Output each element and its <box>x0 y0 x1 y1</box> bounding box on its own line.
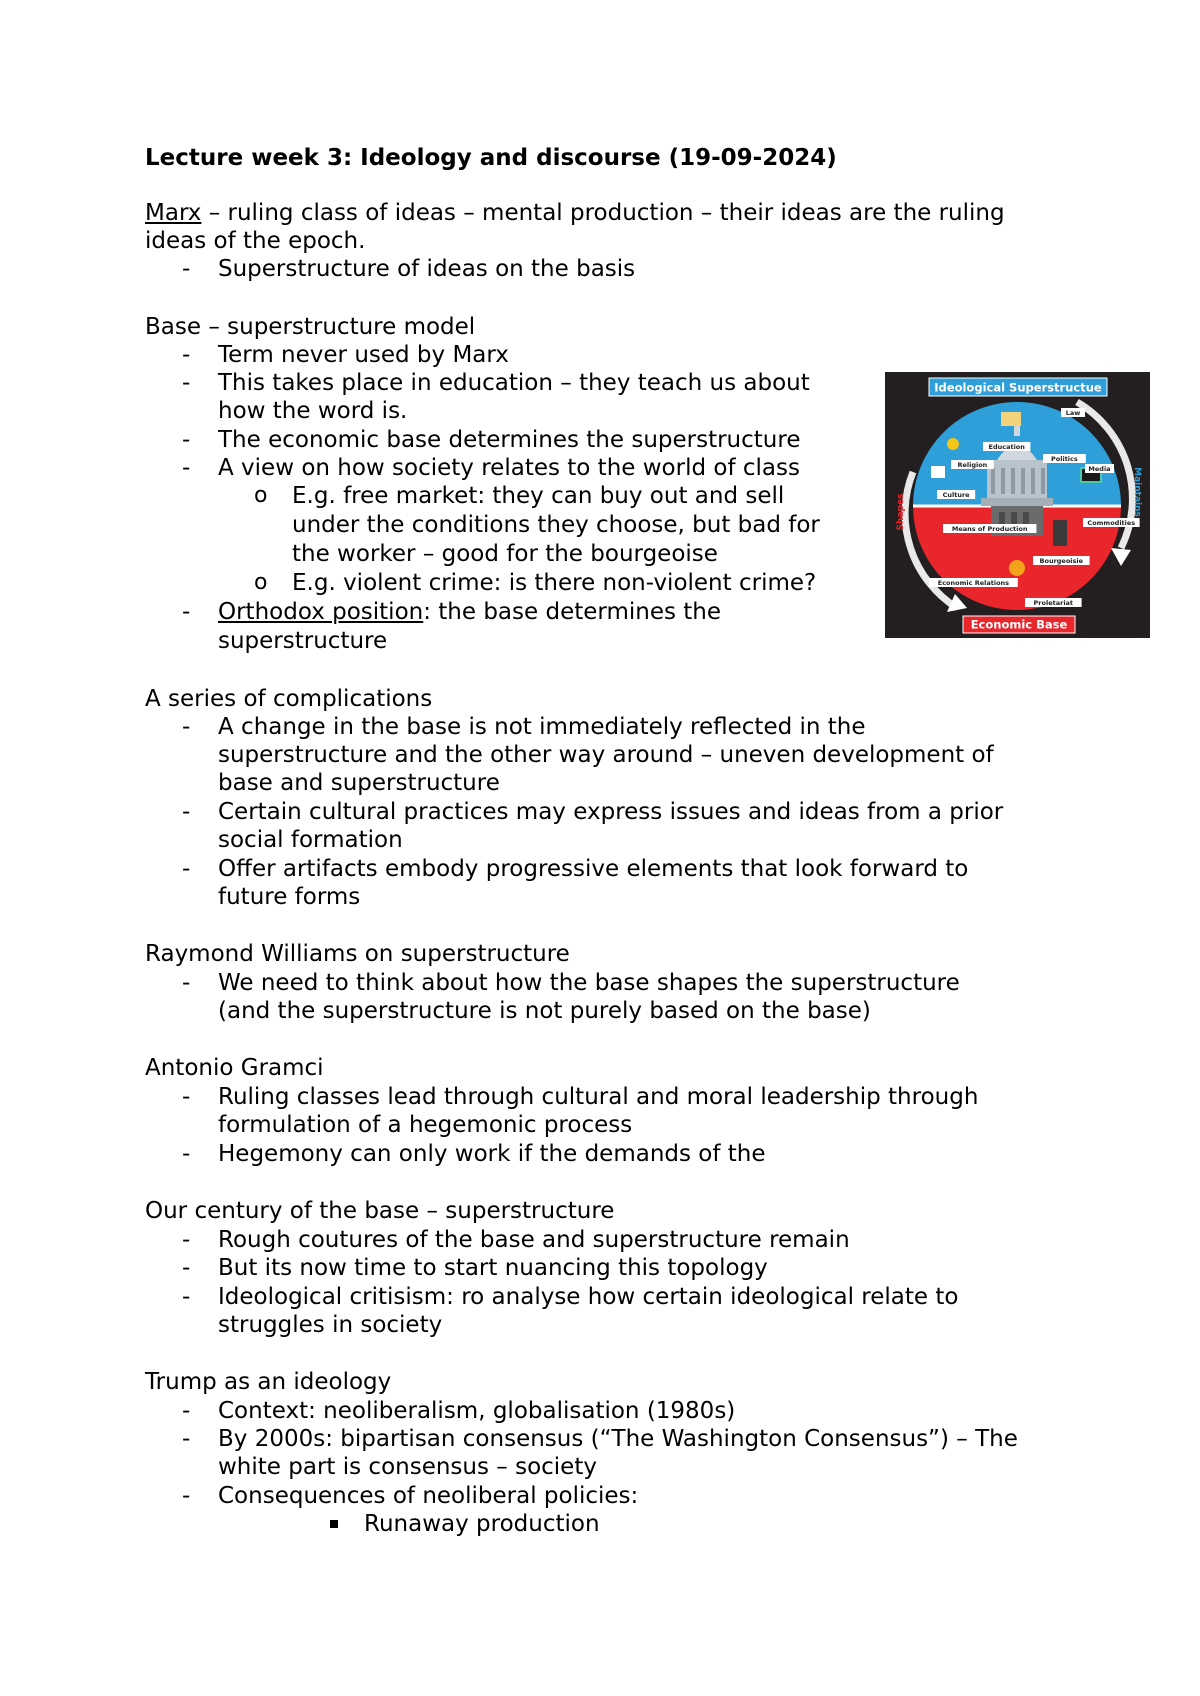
comp-bullet-2: Certain cultural practices may express issues and ideas from a prior <box>218 799 1004 825</box>
diagram-tag-label: Media <box>1088 465 1111 473</box>
trump-bullet-2: By 2000s: bipartisan consensus (“The Washington Consensus”) – The <box>218 1426 1018 1452</box>
trump-bullet-3: Consequences of neoliberal policies: <box>218 1483 639 1509</box>
bullet-dash: - <box>182 856 191 882</box>
religion-icon <box>947 438 959 450</box>
base-bullet-5 <box>218 598 721 626</box>
gramci-bullet-1: Ruling classes lead through cultural and moral leadership through <box>218 1084 979 1110</box>
diagram-tag-label: Culture <box>942 491 970 499</box>
williams-bullet-1-cont: (and the superstructure is not purely based on the base) <box>218 998 871 1024</box>
trump-bullet-1: Context: neoliberalism, globalisation (1980s) <box>218 1398 736 1424</box>
base-bullet-2-cont: how the word is. <box>218 398 408 424</box>
page-title: Lecture week 3: Ideology and discourse (19-09-2024) <box>145 145 837 171</box>
comp-bullet-1-cont2: base and superstructure <box>218 770 500 796</box>
base-bullet-1: Term never used by Marx <box>218 342 509 368</box>
comp-bullet-1: A change in the base is not immediately reflected in the <box>218 714 866 740</box>
comp-bullet-3: Offer artifacts embody progressive elements that look forward to <box>218 856 969 882</box>
diagram-maintains-label: Maintains <box>1132 467 1142 517</box>
orthodox-position: Orthodox position <box>218 599 424 625</box>
section-heading-gramci: Antonio Gramci <box>145 1055 324 1081</box>
marx-line-1 <box>145 199 1005 227</box>
gramci-bullet-1-cont: formulation of a hegemonic process <box>218 1112 633 1138</box>
diagram-tag-label: Economic Relations <box>937 579 1010 587</box>
sub-bullet-circle: o <box>254 483 268 508</box>
marx-bullet: Superstructure of ideas on the basis <box>218 256 636 282</box>
base-bullet-5-text: : the base determines the <box>423 599 722 625</box>
bullet-dash: - <box>182 1426 191 1452</box>
bullet-dash: - <box>182 1084 191 1110</box>
money-icon <box>1009 560 1025 576</box>
diagram-tag-label: Proletariat <box>1033 599 1074 607</box>
ideology-diagram-svg <box>885 372 1150 638</box>
base-bullet-3: The economic base determines the superstructure <box>218 427 801 453</box>
gramci-bullet-2: Hegemony can only work if the demands of the <box>218 1141 766 1167</box>
bullet-dash: - <box>182 1227 191 1253</box>
bullet-dash: - <box>182 342 191 368</box>
comp-bullet-2-cont: social formation <box>218 827 403 853</box>
section-heading-williams: Raymond Williams on superstructure <box>145 941 570 967</box>
bullet-dash: - <box>182 1483 191 1509</box>
section-heading-trump: Trump as an ideology <box>145 1369 392 1395</box>
bullet-dash: - <box>182 970 191 996</box>
diagram-tag-label: Law <box>1065 409 1081 417</box>
bullet-dash: - <box>182 1398 191 1424</box>
diagram-tag-label: Bourgeoisie <box>1039 557 1084 565</box>
diagram-tag-label: Education <box>988 443 1025 451</box>
diagram-bottom-label: Economic Base <box>970 617 1068 632</box>
trump-sub-bullet-1: Runaway production <box>364 1511 600 1537</box>
century-bullet-2: But its now time to start nuancing this topology <box>218 1255 768 1281</box>
base-bullet-4: A view on how society relates to the world of class <box>218 455 800 481</box>
marx-text: – ruling class of ideas – mental production – their ideas are the ruling <box>201 200 1005 226</box>
base-bullet-5-cont: superstructure <box>218 628 388 654</box>
marx-name: Marx <box>145 200 202 226</box>
century-bullet-3-cont: struggles in society <box>218 1312 443 1338</box>
base-bullet-2: This takes place in education – they teach us about <box>218 370 810 396</box>
bullet-dash: - <box>182 370 191 396</box>
century-bullet-3: Ideological critisism: ro analyse how certain ideological relate to <box>218 1284 959 1310</box>
diagram-tag-label: Religion <box>957 461 988 469</box>
book-icon <box>1001 412 1021 426</box>
bullet-dash: - <box>182 455 191 481</box>
section-heading-base: Base – superstructure model <box>145 314 476 340</box>
bullet-dash: - <box>182 256 191 282</box>
bullet-dash: - <box>182 427 191 453</box>
bullet-dash: - <box>182 714 191 740</box>
diagram-tag-label: Commodities <box>1087 519 1136 527</box>
trump-bullet-2-cont: white part is consensus – society <box>218 1454 597 1480</box>
section-heading-complications: A series of complications <box>145 686 433 712</box>
sub-bullet-circle: o <box>254 570 268 595</box>
diagram-shapes-label: Shapes <box>896 493 906 531</box>
bullet-dash: - <box>182 1141 191 1167</box>
ideology-diagram <box>885 372 1150 638</box>
diagram-tag-label: Means of Production <box>951 525 1028 533</box>
century-bullet-1: Rough coutures of the base and superstructure remain <box>218 1227 850 1253</box>
base-sub-bullet-1: E.g. free market: they can buy out and sell <box>292 483 785 509</box>
culture-icon <box>931 466 945 478</box>
diagram-tag-label: Politics <box>1051 455 1078 463</box>
comp-bullet-1-cont: superstructure and the other way around – uneven development of <box>218 742 994 768</box>
base-sub-bullet-2: E.g. violent crime: is there non-violent crime? <box>292 570 817 596</box>
base-sub-bullet-1-cont: under the conditions they choose, but bad for <box>292 512 820 538</box>
marx-line-2: ideas of the epoch. <box>145 228 366 254</box>
factory-icon <box>1053 520 1067 546</box>
bullet-dash: - <box>182 1284 191 1310</box>
bullet-dash: - <box>182 799 191 825</box>
diagram-title: Ideological Superstructue <box>934 380 1102 395</box>
section-heading-century: Our century of the base – superstructure <box>145 1198 615 1224</box>
bullet-dash: - <box>182 599 191 625</box>
square-bullet-icon <box>330 1520 338 1528</box>
comp-bullet-3-cont: future forms <box>218 884 361 910</box>
bullet-dash: - <box>182 1255 191 1281</box>
williams-bullet-1: We need to think about how the base shapes the superstructure <box>218 970 960 996</box>
maintains-arrow-head <box>1111 548 1131 566</box>
base-sub-bullet-1-cont2: the worker – good for the bourgeoise <box>292 541 718 567</box>
